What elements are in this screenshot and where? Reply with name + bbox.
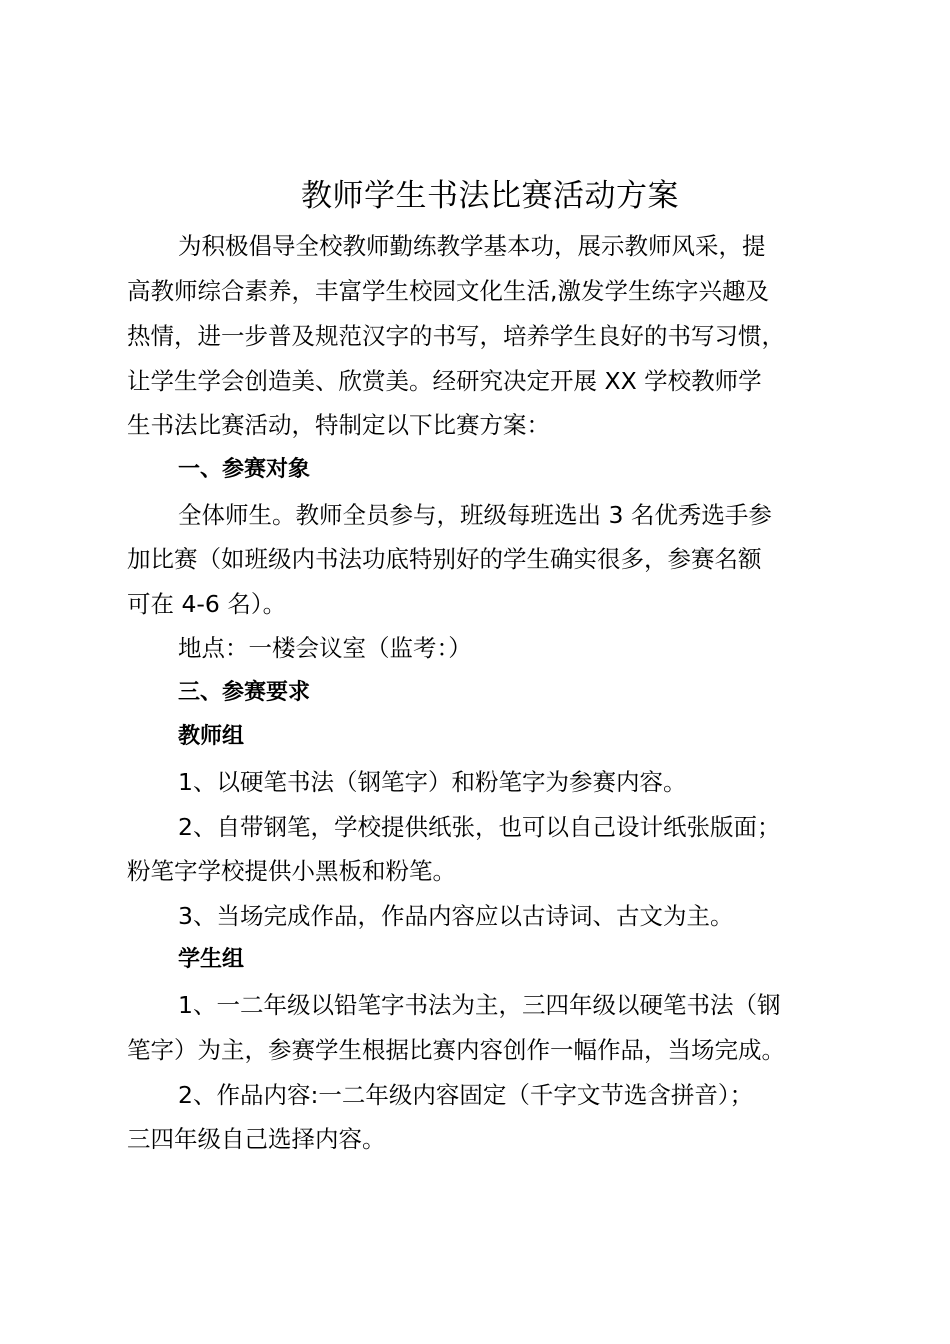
intro-line: 高教师综合素养，丰富学生校园文化生活,激发学生练字兴趣及 [127,277,769,305]
section-heading-requirements: 三、参赛要求 [178,680,311,705]
teacher-group-heading: 教师组 [178,724,245,749]
student-item-1-continued: 笔字）为主，参赛学生根据比赛内容创作一幅作品，当场完成。 [127,1036,785,1064]
intro-line: 让学生学会创造美、欣赏美。经研究决定开展 XX 学校教师学 [127,367,762,395]
teacher-item-1: 1、以硬笔书法（钢笔字）和粉笔字为参赛内容。 [178,768,687,796]
student-group-heading: 学生组 [178,947,245,972]
student-item-1: 1、一二年级以铅笔字书法为主，三四年级以硬笔书法（钢 [178,991,781,1019]
intro-line: 热情，进一步普及规范汉字的书写，培养学生良好的书写习惯， [127,322,785,350]
intro-line: 为积极倡导全校教师勤练教学基本功，展示教师风采，提 [178,232,766,260]
teacher-item-2: 2、自带钢笔，学校提供纸张，也可以自己设计纸张版面； [178,813,781,841]
participants-line: 加比赛（如班级内书法功底特别好的学生确实很多，参赛名额 [127,545,762,573]
student-item-2-continued: 三四年级自己选择内容。 [127,1125,386,1153]
teacher-item-3: 3、当场完成作品，作品内容应以古诗词、古文为主。 [178,902,734,930]
student-item-2: 2、作品内容:一二年级内容固定（千字文节选含拼音）； [178,1081,754,1109]
location-line: 地点：一楼会议室（监考：） [178,634,472,662]
section-heading-participants: 一、参赛对象 [178,457,311,482]
intro-line: 生书法比赛活动，特制定以下比赛方案： [127,411,550,439]
document-title: 教师学生书法比赛活动方案 [301,178,679,214]
participants-line: 可在 4-6 名）。 [127,590,287,618]
participants-line: 全体师生。教师全员参与，班级每班选出 3 名优秀选手参 [178,501,772,529]
teacher-item-2-continued: 粉笔字学校提供小黑板和粉笔。 [127,857,456,885]
